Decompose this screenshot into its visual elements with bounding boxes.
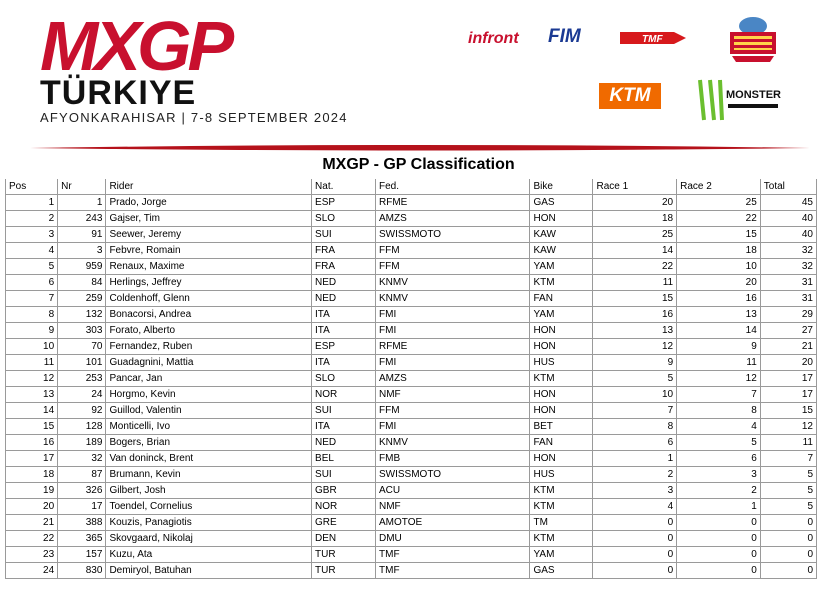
page-title: MXGP - GP Classification <box>322 156 515 173</box>
cell-total: 17 <box>760 387 816 403</box>
cell-pos: 21 <box>6 515 58 531</box>
classification-table <box>5 179 817 579</box>
col-header-rider: Rider <box>106 179 312 195</box>
cell-nat: GBR <box>312 483 376 499</box>
ktm-logo: KTM <box>599 83 661 109</box>
cell-race1: 13 <box>593 323 677 339</box>
cell-rider: Kuzu, Ata <box>106 547 312 563</box>
cell-bike: KAW <box>530 243 593 259</box>
table-row <box>6 499 817 515</box>
cell-nat: SUI <box>312 227 376 243</box>
mxgp-logo-text: MXGP <box>40 12 231 80</box>
col-header-bike: Bike <box>530 179 593 195</box>
cell-nr: 243 <box>58 211 106 227</box>
cell-bike: KTM <box>530 371 593 387</box>
infront-logo: infront <box>468 30 519 47</box>
cell-bike: GAS <box>530 563 593 579</box>
cell-total: 12 <box>760 419 816 435</box>
cell-bike: HUS <box>530 355 593 371</box>
cell-fed: AMZS <box>376 371 530 387</box>
cell-nat: NED <box>312 435 376 451</box>
cell-race1: 15 <box>593 291 677 307</box>
cell-total: 31 <box>760 275 816 291</box>
cell-race2: 14 <box>677 323 761 339</box>
cell-rider: Seewer, Jeremy <box>106 227 312 243</box>
cell-nat: TUR <box>312 563 376 579</box>
cell-race2: 22 <box>677 211 761 227</box>
cell-bike: HON <box>530 339 593 355</box>
cell-bike: KTM <box>530 531 593 547</box>
cell-rider: Forato, Alberto <box>106 323 312 339</box>
cell-race2: 6 <box>677 451 761 467</box>
cell-bike: YAM <box>530 259 593 275</box>
cell-fed: FFM <box>376 243 530 259</box>
cell-rider: Bonacorsi, Andrea <box>106 307 312 323</box>
cell-race2: 7 <box>677 387 761 403</box>
cell-rider: Horgmo, Kevin <box>106 387 312 403</box>
cell-race1: 22 <box>593 259 677 275</box>
cell-nat: BEL <box>312 451 376 467</box>
cell-rider: Guillod, Valentin <box>106 403 312 419</box>
cell-total: 45 <box>760 195 816 211</box>
cell-fed: FFM <box>376 259 530 275</box>
cell-nr: 253 <box>58 371 106 387</box>
festival-emblem <box>726 14 780 64</box>
cell-nr: 1 <box>58 195 106 211</box>
cell-pos: 16 <box>6 435 58 451</box>
cell-fed: NMF <box>376 387 530 403</box>
cell-nat: DEN <box>312 531 376 547</box>
cell-total: 20 <box>760 355 816 371</box>
cell-race1: 8 <box>593 419 677 435</box>
cell-bike: KAW <box>530 227 593 243</box>
cell-race2: 13 <box>677 307 761 323</box>
cell-race2: 20 <box>677 275 761 291</box>
cell-race2: 8 <box>677 403 761 419</box>
cell-rider: Kouzis, Panagiotis <box>106 515 312 531</box>
cell-fed: TMF <box>376 563 530 579</box>
cell-total: 5 <box>760 499 816 515</box>
cell-fed: RFME <box>376 195 530 211</box>
cell-race1: 18 <box>593 211 677 227</box>
cell-pos: 13 <box>6 387 58 403</box>
table-row <box>6 195 817 211</box>
cell-total: 40 <box>760 227 816 243</box>
cell-fed: SWISSMOTO <box>376 467 530 483</box>
table-row <box>6 483 817 499</box>
table-row <box>6 451 817 467</box>
cell-race1: 6 <box>593 435 677 451</box>
col-header-race1: Race 1 <box>593 179 677 195</box>
cell-rider: Coldenhoff, Glenn <box>106 291 312 307</box>
cell-rider: Monticelli, Ivo <box>106 419 312 435</box>
cell-nr: 326 <box>58 483 106 499</box>
cell-pos: 20 <box>6 499 58 515</box>
cell-race2: 9 <box>677 339 761 355</box>
cell-nat: SLO <box>312 371 376 387</box>
cell-rider: Gilbert, Josh <box>106 483 312 499</box>
cell-nat: ITA <box>312 419 376 435</box>
cell-nr: 84 <box>58 275 106 291</box>
table-row <box>6 515 817 531</box>
table-row <box>6 307 817 323</box>
event-title: TÜRKIYE <box>40 74 197 112</box>
table-row <box>6 323 817 339</box>
table-row <box>6 243 817 259</box>
cell-race1: 1 <box>593 451 677 467</box>
cell-pos: 2 <box>6 211 58 227</box>
tmf-logo <box>620 28 686 48</box>
cell-pos: 3 <box>6 227 58 243</box>
cell-rider: Demiryol, Batuhan <box>106 563 312 579</box>
cell-bike: YAM <box>530 547 593 563</box>
cell-race2: 5 <box>677 435 761 451</box>
cell-rider: Gajser, Tim <box>106 211 312 227</box>
col-header-nat: Nat. <box>312 179 376 195</box>
col-header-pos: Pos <box>6 179 58 195</box>
table-row <box>6 419 817 435</box>
cell-race2: 12 <box>677 371 761 387</box>
cell-pos: 8 <box>6 307 58 323</box>
cell-race1: 0 <box>593 531 677 547</box>
cell-bike: HON <box>530 451 593 467</box>
table-row <box>6 275 817 291</box>
cell-race2: 11 <box>677 355 761 371</box>
cell-race1: 14 <box>593 243 677 259</box>
cell-nr: 70 <box>58 339 106 355</box>
cell-nr: 24 <box>58 387 106 403</box>
cell-fed: SWISSMOTO <box>376 227 530 243</box>
cell-total: 0 <box>760 563 816 579</box>
cell-nr: 259 <box>58 291 106 307</box>
table-row <box>6 291 817 307</box>
cell-nat: SUI <box>312 467 376 483</box>
cell-race2: 2 <box>677 483 761 499</box>
cell-pos: 24 <box>6 563 58 579</box>
cell-bike: YAM <box>530 307 593 323</box>
cell-total: 11 <box>760 435 816 451</box>
fim-logo: FIM <box>548 26 581 47</box>
cell-fed: DMU <box>376 531 530 547</box>
cell-nr: 388 <box>58 515 106 531</box>
cell-fed: TMF <box>376 547 530 563</box>
cell-fed: RFME <box>376 339 530 355</box>
cell-fed: NMF <box>376 499 530 515</box>
cell-fed: FMI <box>376 355 530 371</box>
table-row <box>6 211 817 227</box>
cell-bike: TM <box>530 515 593 531</box>
cell-nat: ITA <box>312 323 376 339</box>
cell-bike: HUS <box>530 467 593 483</box>
cell-race1: 0 <box>593 563 677 579</box>
cell-nr: 101 <box>58 355 106 371</box>
cell-fed: ACU <box>376 483 530 499</box>
cell-nat: SUI <box>312 403 376 419</box>
cell-nat: ESP <box>312 339 376 355</box>
cell-nat: ITA <box>312 307 376 323</box>
cell-bike: GAS <box>530 195 593 211</box>
cell-race2: 0 <box>677 531 761 547</box>
cell-pos: 12 <box>6 371 58 387</box>
cell-nr: 128 <box>58 419 106 435</box>
cell-nat: NOR <box>312 387 376 403</box>
cell-total: 31 <box>760 291 816 307</box>
cell-nr: 189 <box>58 435 106 451</box>
cell-race2: 0 <box>677 515 761 531</box>
cell-nat: TUR <box>312 547 376 563</box>
cell-nat: FRA <box>312 243 376 259</box>
cell-pos: 1 <box>6 195 58 211</box>
table-row <box>6 259 817 275</box>
cell-total: 5 <box>760 483 816 499</box>
cell-rider: Van doninck, Brent <box>106 451 312 467</box>
cell-race2: 4 <box>677 419 761 435</box>
table-row <box>6 531 817 547</box>
cell-nr: 92 <box>58 403 106 419</box>
cell-pos: 18 <box>6 467 58 483</box>
cell-nr: 3 <box>58 243 106 259</box>
cell-nat: FRA <box>312 259 376 275</box>
cell-fed: FMI <box>376 307 530 323</box>
cell-race1: 7 <box>593 403 677 419</box>
table-row <box>6 355 817 371</box>
cell-pos: 17 <box>6 451 58 467</box>
cell-rider: Guadagnini, Mattia <box>106 355 312 371</box>
monster-logo-text: MONSTER <box>726 89 781 101</box>
cell-rider: Toendel, Cornelius <box>106 499 312 515</box>
table-row <box>6 371 817 387</box>
table-row <box>6 547 817 563</box>
cell-bike: BET <box>530 419 593 435</box>
cell-race1: 11 <box>593 275 677 291</box>
table-row <box>6 563 817 579</box>
cell-race2: 15 <box>677 227 761 243</box>
cell-pos: 23 <box>6 547 58 563</box>
cell-pos: 7 <box>6 291 58 307</box>
cell-bike: KTM <box>530 483 593 499</box>
cell-fed: AMOTOE <box>376 515 530 531</box>
cell-nr: 365 <box>58 531 106 547</box>
cell-total: 0 <box>760 547 816 563</box>
cell-fed: AMZS <box>376 211 530 227</box>
table-row <box>6 227 817 243</box>
tmf-logo-text: TMF <box>642 34 663 45</box>
cell-fed: FMI <box>376 419 530 435</box>
cell-total: 32 <box>760 243 816 259</box>
cell-bike: FAN <box>530 435 593 451</box>
cell-total: 15 <box>760 403 816 419</box>
cell-fed: KNMV <box>376 435 530 451</box>
cell-nr: 157 <box>58 547 106 563</box>
cell-total: 40 <box>760 211 816 227</box>
red-swoosh-divider <box>30 142 810 154</box>
table-header-row <box>6 179 817 195</box>
cell-race2: 18 <box>677 243 761 259</box>
cell-total: 29 <box>760 307 816 323</box>
cell-bike: HON <box>530 403 593 419</box>
cell-rider: Bogers, Brian <box>106 435 312 451</box>
cell-rider: Renaux, Maxime <box>106 259 312 275</box>
cell-race1: 9 <box>593 355 677 371</box>
mxgp-logo <box>40 12 260 80</box>
cell-race2: 0 <box>677 547 761 563</box>
cell-pos: 4 <box>6 243 58 259</box>
cell-nat: NOR <box>312 499 376 515</box>
cell-rider: Pancar, Jan <box>106 371 312 387</box>
cell-nr: 32 <box>58 451 106 467</box>
cell-race1: 0 <box>593 547 677 563</box>
cell-rider: Febvre, Romain <box>106 243 312 259</box>
cell-fed: FFM <box>376 403 530 419</box>
cell-total: 17 <box>760 371 816 387</box>
cell-total: 5 <box>760 467 816 483</box>
cell-race1: 10 <box>593 387 677 403</box>
cell-nr: 959 <box>58 259 106 275</box>
cell-total: 0 <box>760 515 816 531</box>
cell-race2: 3 <box>677 467 761 483</box>
col-header-fed: Fed. <box>376 179 530 195</box>
cell-fed: FMB <box>376 451 530 467</box>
cell-race1: 0 <box>593 515 677 531</box>
cell-nat: NED <box>312 291 376 307</box>
cell-nr: 17 <box>58 499 106 515</box>
cell-race2: 1 <box>677 499 761 515</box>
cell-pos: 5 <box>6 259 58 275</box>
cell-pos: 22 <box>6 531 58 547</box>
cell-race2: 0 <box>677 563 761 579</box>
table-row <box>6 467 817 483</box>
cell-nr: 830 <box>58 563 106 579</box>
cell-race1: 25 <box>593 227 677 243</box>
cell-total: 7 <box>760 451 816 467</box>
cell-bike: KTM <box>530 499 593 515</box>
cell-race2: 16 <box>677 291 761 307</box>
cell-pos: 11 <box>6 355 58 371</box>
col-header-total: Total <box>760 179 816 195</box>
cell-nat: GRE <box>312 515 376 531</box>
cell-race1: 12 <box>593 339 677 355</box>
cell-rider: Herlings, Jeffrey <box>106 275 312 291</box>
cell-rider: Brumann, Kevin <box>106 467 312 483</box>
cell-total: 32 <box>760 259 816 275</box>
table-row <box>6 387 817 403</box>
cell-fed: KNMV <box>376 275 530 291</box>
cell-pos: 9 <box>6 323 58 339</box>
cell-pos: 10 <box>6 339 58 355</box>
cell-rider: Prado, Jorge <box>106 195 312 211</box>
cell-race2: 10 <box>677 259 761 275</box>
cell-bike: KTM <box>530 275 593 291</box>
cell-nat: ESP <box>312 195 376 211</box>
cell-race1: 2 <box>593 467 677 483</box>
table-body <box>6 195 817 579</box>
cell-rider: Skovgaard, Nikolaj <box>106 531 312 547</box>
col-header-race2: Race 2 <box>677 179 761 195</box>
cell-nr: 132 <box>58 307 106 323</box>
cell-race1: 16 <box>593 307 677 323</box>
cell-total: 0 <box>760 531 816 547</box>
cell-race1: 20 <box>593 195 677 211</box>
cell-race1: 4 <box>593 499 677 515</box>
cell-bike: FAN <box>530 291 593 307</box>
cell-rider: Fernandez, Ruben <box>106 339 312 355</box>
table-row <box>6 403 817 419</box>
table-row <box>6 339 817 355</box>
cell-nat: ITA <box>312 355 376 371</box>
cell-race1: 5 <box>593 371 677 387</box>
cell-race2: 25 <box>677 195 761 211</box>
event-subtitle: AFYONKARAHISAR | 7-8 SEPTEMBER 2024 <box>40 110 348 125</box>
cell-race1: 3 <box>593 483 677 499</box>
cell-nat: SLO <box>312 211 376 227</box>
col-header-nr: Nr <box>58 179 106 195</box>
table-row <box>6 435 817 451</box>
cell-nr: 303 <box>58 323 106 339</box>
cell-bike: HON <box>530 387 593 403</box>
cell-pos: 14 <box>6 403 58 419</box>
cell-fed: KNMV <box>376 291 530 307</box>
header <box>0 0 837 152</box>
cell-nr: 87 <box>58 467 106 483</box>
cell-nr: 91 <box>58 227 106 243</box>
cell-pos: 6 <box>6 275 58 291</box>
cell-nat: NED <box>312 275 376 291</box>
cell-total: 27 <box>760 323 816 339</box>
monster-energy-logo <box>694 76 782 124</box>
cell-fed: FMI <box>376 323 530 339</box>
cell-pos: 15 <box>6 419 58 435</box>
cell-bike: HON <box>530 323 593 339</box>
cell-bike: HON <box>530 211 593 227</box>
cell-total: 21 <box>760 339 816 355</box>
cell-pos: 19 <box>6 483 58 499</box>
